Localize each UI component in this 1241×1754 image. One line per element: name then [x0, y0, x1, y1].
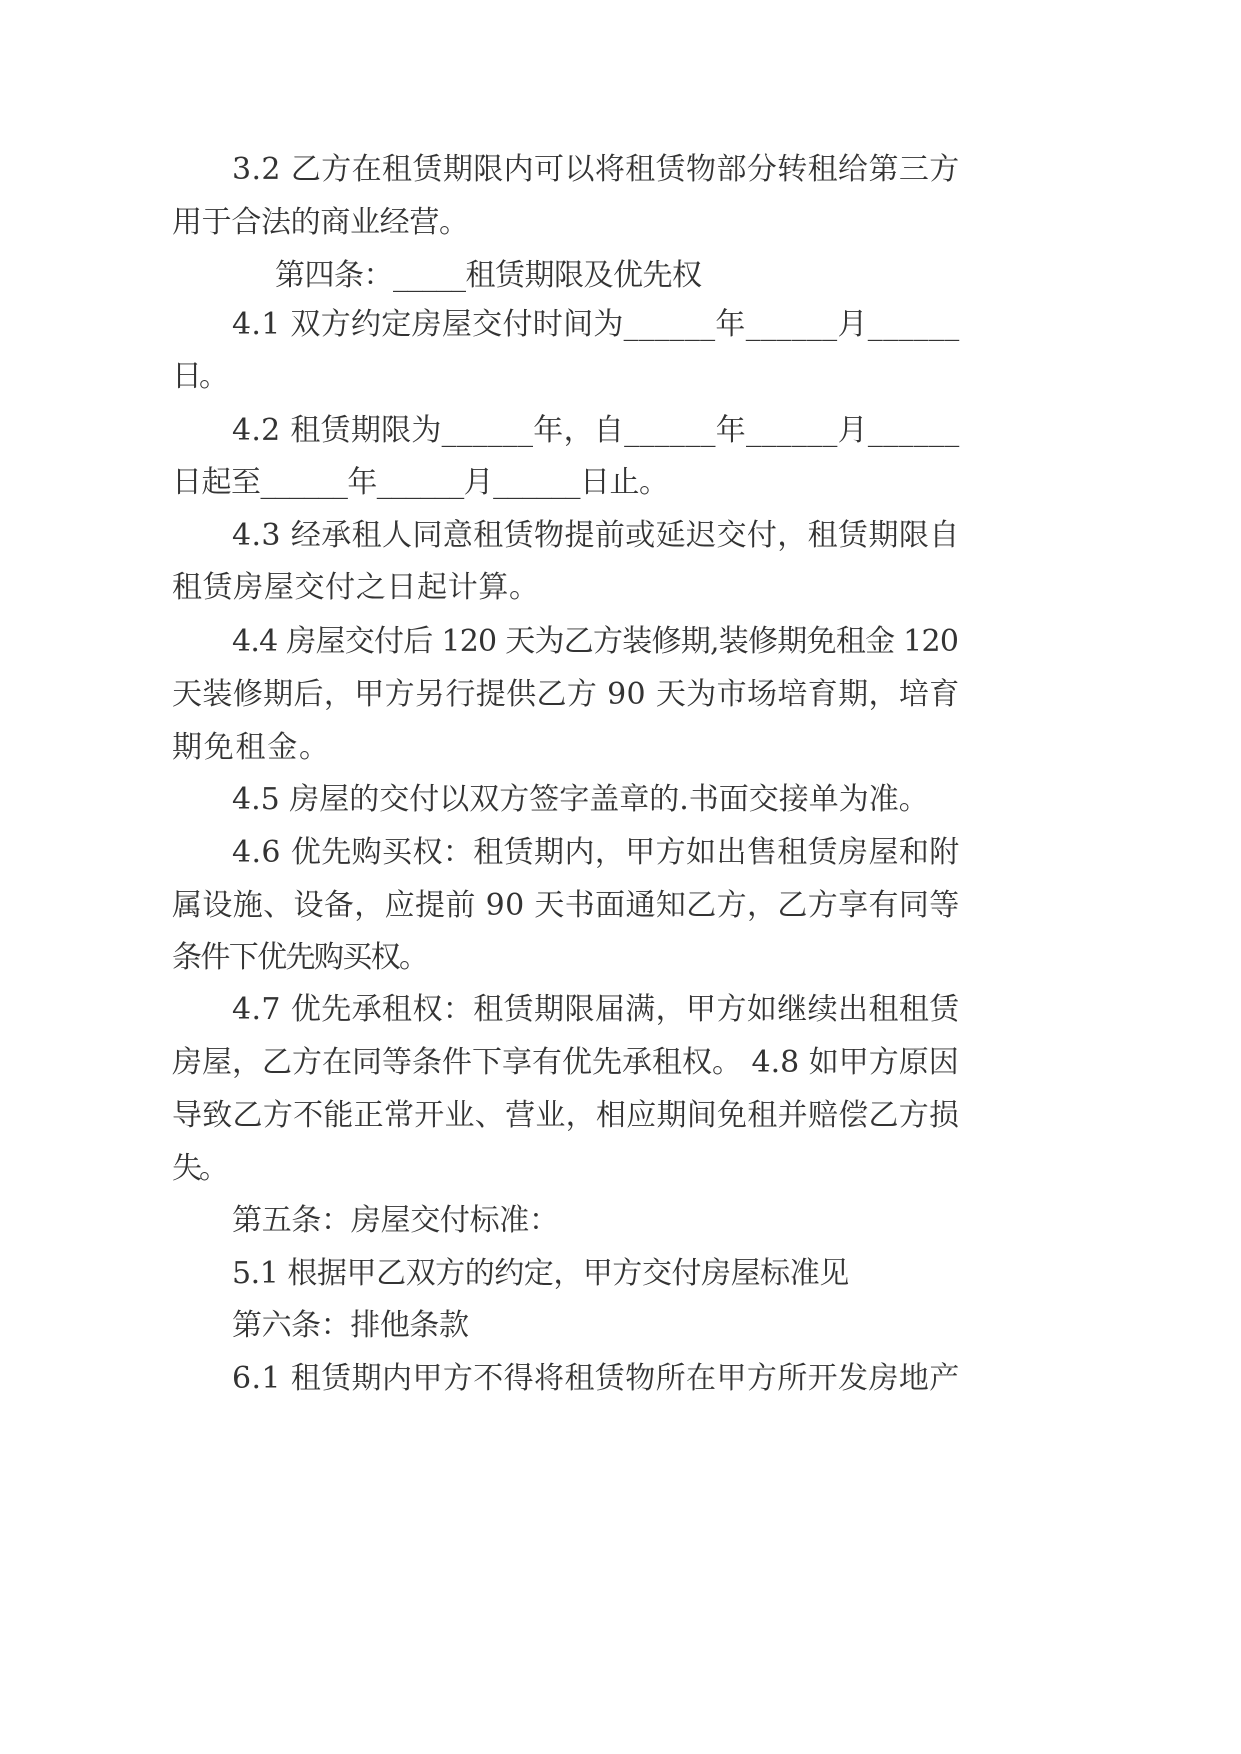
text-line: 天装修期后，甲方另行提供乙方 90 天为市场培育期，培育 — [172, 677, 960, 712]
text-line: 导致乙方不能正常开业、营业，相应期间免租并赔偿乙方损 — [172, 1098, 960, 1133]
text-line: 4.6 优先购买权：租赁期内，甲方如出售租赁房屋和附 — [232, 835, 960, 870]
text-line: 5.1 根据甲乙双方的约定，甲方交付房屋标准见 — [232, 1256, 849, 1291]
section-heading: 第五条：房屋交付标准： — [232, 1203, 559, 1238]
text-line: 用于合法的商业经营。 — [172, 205, 469, 240]
text-line: 4.4 房屋交付后 120 天为乙方装修期,装修期免租金 120 — [232, 624, 959, 659]
text-line: 属设施、设备，应提前 90 天书面通知乙方，乙方享有同等 — [172, 888, 960, 923]
text-line: 房屋，乙方在同等条件下享有优先承租权。 4.8 如甲方原因 — [172, 1045, 959, 1080]
text-line: 日起至______年______月______日止。 — [172, 465, 669, 500]
text-line: 期免租金。 — [172, 730, 331, 765]
text-line: 6.1 租赁期内甲方不得将租赁物所在甲方所开发房地产 — [232, 1361, 960, 1396]
section-heading: 第四条：_____租赁期限及优先权 — [275, 258, 702, 293]
text-line: 失。 — [172, 1151, 226, 1186]
section-heading: 第六条：排他条款 — [232, 1308, 469, 1343]
text-line: 4.3 经承租人同意租赁物提前或延迟交付，租赁期限自 — [232, 518, 960, 553]
text-line: 日。 — [172, 359, 226, 394]
text-line: 4.7 优先承租权：租赁期限届满，甲方如继续出租租赁 — [232, 992, 960, 1027]
text-line: 4.5 房屋的交付以双方签字盖章的.书面交接单为准。 — [232, 782, 929, 817]
text-line: 租赁房屋交付之日起计算。 — [172, 570, 540, 605]
text-line: 4.1 双方约定房屋交付时间为______年______月______ — [232, 307, 960, 342]
text-line: 3.2 乙方在租赁期限内可以将租赁物部分转租给第三方 — [232, 152, 960, 187]
text-line: 条件下优先购买权。 — [172, 940, 428, 975]
text-line: 4.2 租赁期限为______年，自______年______月______ — [232, 413, 960, 448]
